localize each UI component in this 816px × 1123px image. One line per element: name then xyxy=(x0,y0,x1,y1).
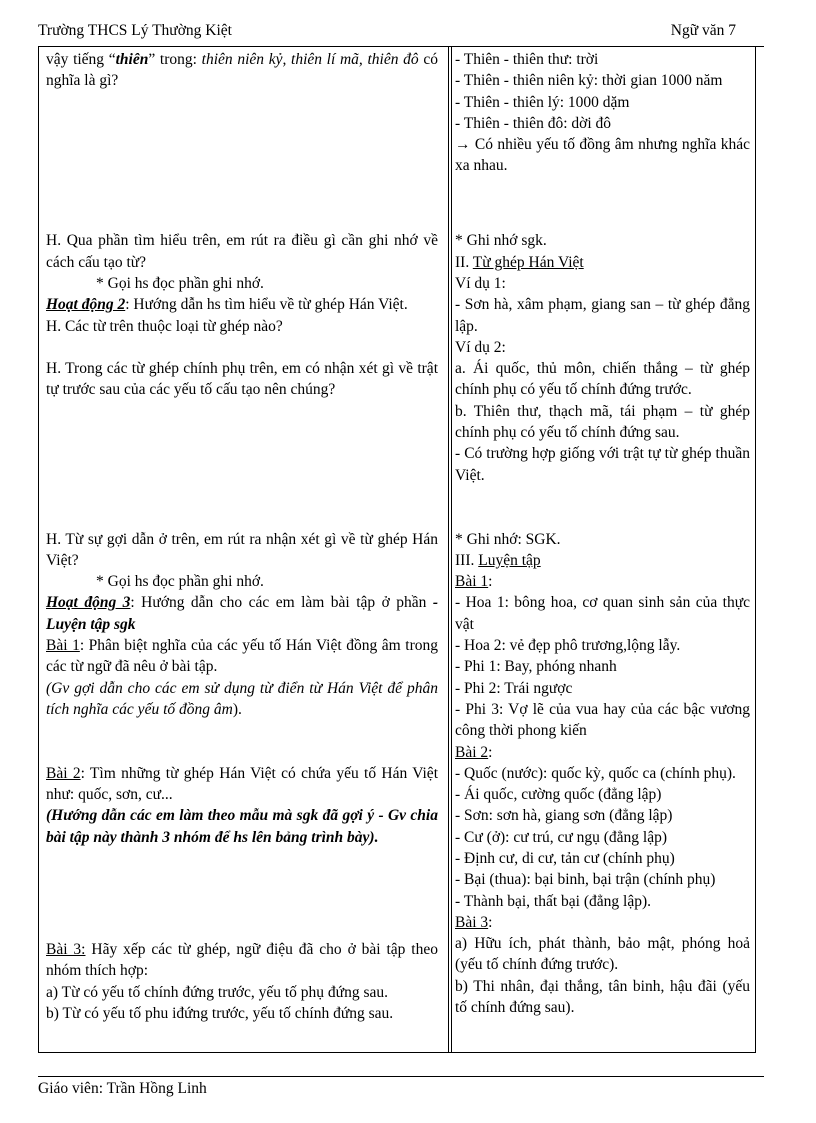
answer-ghi-nho: * Ghi nhớ sgk. xyxy=(455,232,547,250)
answer-exercise-3-label: Bài 3: xyxy=(455,913,493,931)
answer-exercise-1-label: Bài 1: xyxy=(455,573,493,591)
teacher-column xyxy=(46,49,438,1024)
activity-2: Hoạt động 2: Hướng dẫn hs tìm hiểu về từ ghép Hán Việt. xyxy=(46,296,408,314)
footer-rule xyxy=(38,1076,764,1077)
exercise-1-note: (Gv gợi dẫn cho các em sử dụng từ điển từ Hán Việt để phân tích nghĩa các yếu tố đồng âm). xyxy=(46,679,438,718)
example-2-label: Ví dụ 2: xyxy=(455,338,506,356)
teacher-name: Giáo viên: Trần Hồng Linh xyxy=(38,1080,207,1097)
answer-ai-quoc: - Ái quốc, cường quốc (đẳng lập) xyxy=(455,786,662,804)
answer-exercise-3-a: a) Hữu ích, phát thành, bảo mật, phóng hoả (yếu tố chính đứng trước). xyxy=(455,935,750,974)
answer-phi-1: - Phi 1: Bay, phóng nhanh xyxy=(455,658,617,676)
answer-hoa-2: - Hoa 2: vẻ đẹp phô trương,lộng lẫy. xyxy=(455,637,681,655)
answer-thien-do: - Thiên - thiên đô: dời đô xyxy=(455,114,611,132)
answer-dinh-cu: - Định cư, di cư, tản cư (chính phụ) xyxy=(455,849,675,867)
answer-quoc: - Quốc (nước): quốc kỳ, quốc ca (chính phụ). xyxy=(455,764,736,782)
answer-thien-thu: - Thiên - thiên thư: trời xyxy=(455,51,599,68)
answer-column xyxy=(455,49,750,1018)
exercise-3-a: a) Từ có yếu tố chính đứng trước, yếu tố phụ đứng sau. xyxy=(46,983,388,1001)
question-nhan-xet: H. Từ sự gợi dẫn ở trên, em rút ra nhận xét gì về từ ghép Hán Việt? xyxy=(46,530,438,569)
question-thien: vậy tiếng “thiên” trong: thiên niên kỷ, thiên lí mã, thiên đô có nghĩa là gì? xyxy=(46,51,438,90)
page-header xyxy=(38,22,764,44)
section-2-heading: II. Từ ghép Hán Việt xyxy=(455,253,584,271)
example-1-text: - Sơn hà, xâm phạm, giang san – từ ghép đẳng lập. xyxy=(455,296,750,335)
exercise-1: Bài 1: Phân biệt nghĩa của các yếu tố Hán Việt đồng âm trong các từ ngữ đã nêu ở bài tập. xyxy=(46,637,438,676)
activity-3: Hoạt động 3: Hướng dẫn cho các em làm bài tập ở phần - Luyện tập sgk xyxy=(46,594,439,633)
exercise-3-b: b) Từ có yếu tố phu iđứng trước, yếu tố chính đứng sau. xyxy=(46,1005,394,1023)
answer-phi-3: - Phi 3: Vợ lẽ của vua hay của các bậc vương công thời phong kiến xyxy=(455,700,750,740)
answer-thien-nien-ky: - Thiên - thiên niên kỷ: thời gian 1000 năm xyxy=(455,72,723,90)
example-1-label: Ví dụ 1: xyxy=(455,274,506,292)
answer-bai: - Bại (thua): bại binh, bại trận (chính phụ) xyxy=(455,871,716,889)
instruction-ghi-nho: * Gọi hs đọc phần ghi nhớ. xyxy=(96,274,264,292)
lesson-table xyxy=(38,47,756,1053)
example-2-c: - Có trường hợp giống với trật tự từ ghép thuần Việt. xyxy=(455,445,750,484)
question-rut-ra: H. Qua phần tìm hiểu trên, em rút ra điều gì cần ghi nhớ về cách cấu tạo từ? xyxy=(46,232,438,271)
exercise-3: Bài 3: Hãy xếp các từ ghép, ngữ điệu đã cho ở bài tập theo nhóm thích hợp: xyxy=(46,941,438,980)
answer-exercise-3-b: b) Thi nhân, đại thắng, tân binh, hậu đãi (yếu tố chính đứng sau). xyxy=(455,977,750,1017)
school-name: Trường THCS Lý Thường Kiệt xyxy=(38,22,232,39)
answer-phi-2: - Phi 2: Trái ngược xyxy=(455,679,573,697)
answer-conclusion: → Có nhiều yếu tố đồng âm nhưng nghĩa khác xa nhau. xyxy=(455,136,750,175)
exercise-2: Bài 2: Tìm những từ ghép Hán Việt có chứa yếu tố Hán Việt như: quốc, sơn, cư... xyxy=(46,764,438,804)
exercise-2-note: (Hướng dẫn các em làm theo mẫu mà sgk đã gợi ý - Gv chia bài tập này thành 3 nhóm để hs lên bảng trình bày). xyxy=(46,807,438,846)
answer-ghi-nho-2: * Ghi nhớ: SGK. xyxy=(455,530,561,548)
subject-name: Ngữ văn 7 xyxy=(670,22,736,39)
answer-thien-ly: - Thiên - thiên lý: 1000 dặm xyxy=(455,93,630,111)
answer-son: - Sơn: sơn hà, giang sơn (đẳng lập) xyxy=(455,807,673,825)
example-2-b: b. Thiên thư, thạch mã, tái phạm – từ ghép chính phụ có yếu tố chính đứng sau. xyxy=(455,402,750,442)
instruction-ghi-nho-2: * Gọi hs đọc phần ghi nhớ. xyxy=(96,573,264,591)
column-divider xyxy=(448,47,452,1052)
answer-hoa-1: - Hoa 1: bông hoa, cơ quan sinh sản của thực vật xyxy=(455,594,750,633)
example-2-a: a. Ái quốc, thủ môn, chiến thắng – từ ghép chính phụ có yếu tố chính đứng trước. xyxy=(455,360,750,399)
answer-thanh-bai: - Thành bại, thất bại (đẳng lập). xyxy=(455,892,651,910)
question-loai-tu: H. Các từ trên thuộc loại từ ghép nào? xyxy=(46,317,283,335)
section-3-heading: III. Luyện tập xyxy=(455,551,541,569)
answer-cu: - Cư (ở): cư trú, cư ngụ (đẳng lập) xyxy=(455,828,668,846)
answer-exercise-2-label: Bài 2: xyxy=(455,743,493,761)
question-trat-tu: H. Trong các từ ghép chính phụ trên, em có nhận xét gì về trật tự trước sau của các yếu tố cấu tạo nên chúng? xyxy=(46,360,438,399)
